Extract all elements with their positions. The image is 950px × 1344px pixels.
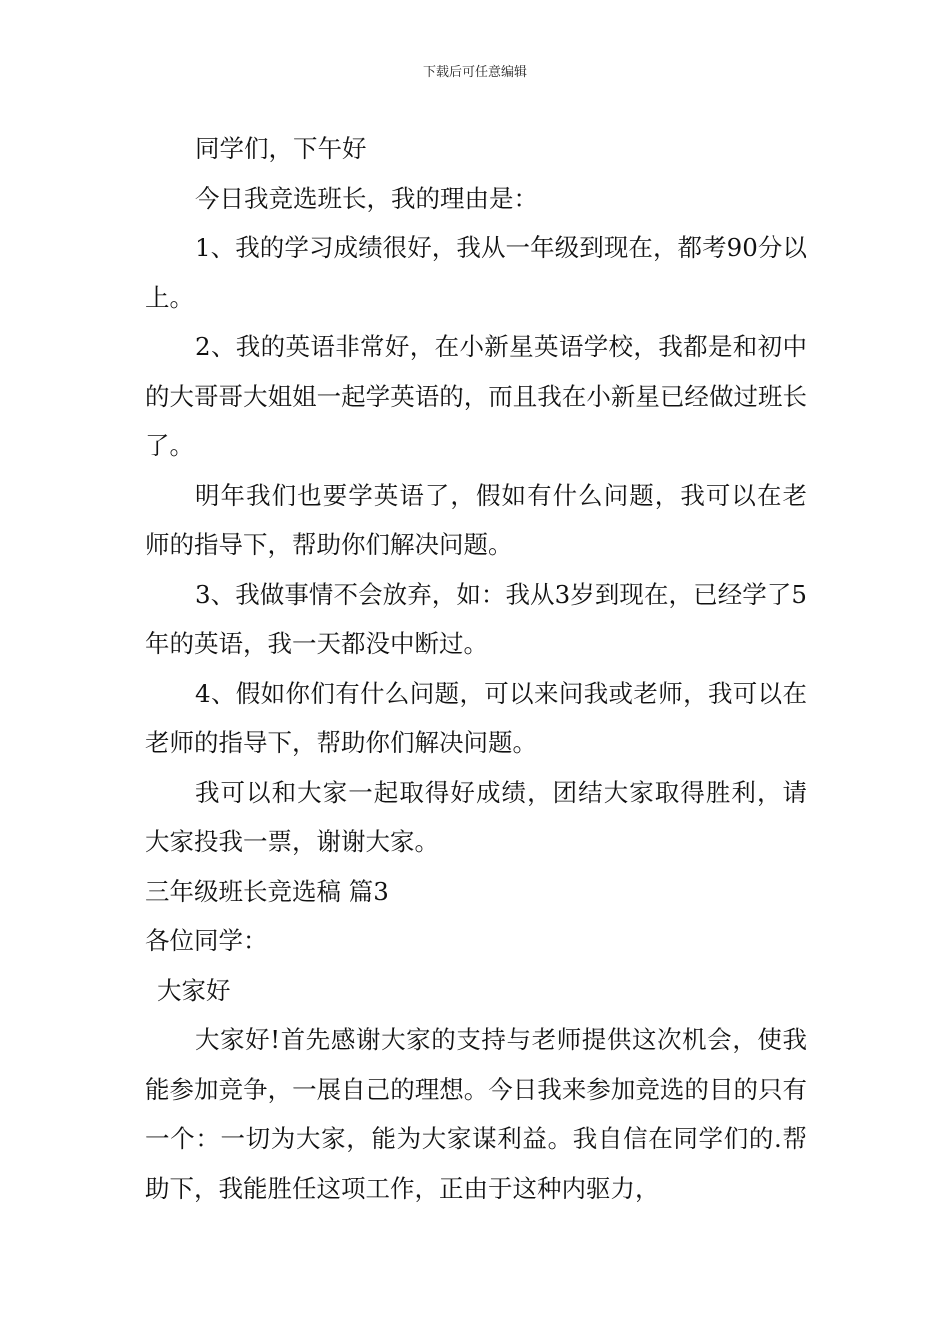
paragraph-intro-reason: 今日我竞选班长，我的理由是： bbox=[195, 183, 538, 213]
page-header-note: 下载后可任意编辑 bbox=[422, 65, 527, 80]
section-title: 三年级班长竞选稿 篇3 bbox=[145, 876, 389, 906]
paragraph-english-help: 明年我们也要学英语了，假如有什么问题，我可以在老师的指导下，帮助你们解决问题。 bbox=[145, 480, 807, 559]
document-body bbox=[145, 124, 807, 1213]
paragraph-greeting-afternoon: 同学们，下午好 bbox=[195, 134, 367, 163]
paragraph-speech-body: 大家好!首先感谢大家的支持与老师提供这次机会，使我能参加竞争，一展自己的理想。今日我来参加竞选的目的只有一个：一切为大家，能为大家谋利益。我自信在同学们的.帮助下，我能胜任这项工作，正由于这种内驱力， bbox=[145, 1025, 807, 1203]
salutation: 各位同学： bbox=[145, 926, 268, 955]
greeting: 大家好 bbox=[157, 975, 231, 1005]
paragraph-reason-2: 2、我的英语非常好，在小新星英语学校，我都是和初中的大哥哥大姐姐一起学英语的，而且我在小新星已经做过班长了。 bbox=[145, 332, 807, 460]
paragraph-reason-3: 3、我做事情不会放弃，如：我从3岁到现在，已经学了5年的英语，我一天都没中断过。 bbox=[145, 579, 807, 658]
paragraph-closing-vote: 我可以和大家一起取得好成绩，团结大家取得胜利，请大家投我一票，谢谢大家。 bbox=[145, 777, 807, 856]
paragraph-reason-4: 4、假如你们有什么问题，可以来问我或老师，我可以在老师的指导下，帮助你们解决问题。 bbox=[145, 678, 807, 757]
paragraph-reason-1: 1、我的学习成绩很好，我从一年级到现在，都考90分以上。 bbox=[145, 233, 807, 312]
